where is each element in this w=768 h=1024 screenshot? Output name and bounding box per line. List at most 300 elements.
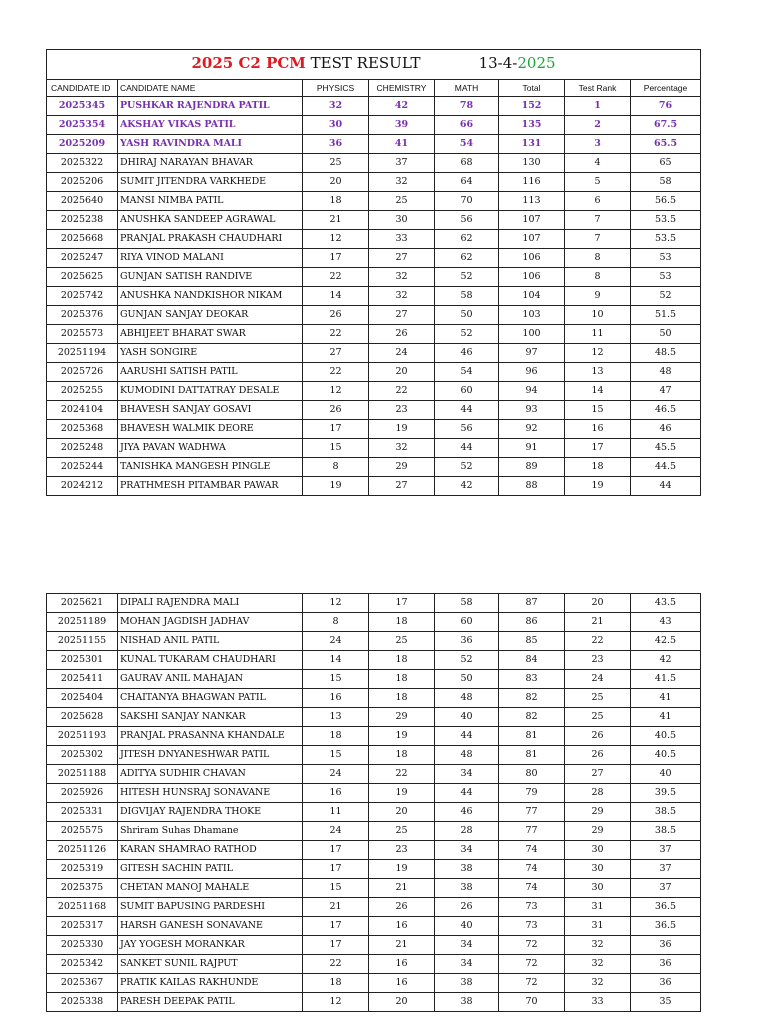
cell-math: 56: [435, 211, 499, 230]
cell-percentage: 51.5: [631, 306, 701, 325]
cell-candidate-name: YASH RAVINDRA MALI: [118, 135, 303, 154]
table-row: [47, 97, 701, 116]
cell-test-rank: 28: [565, 784, 631, 803]
cell-physics: 21: [303, 211, 369, 230]
cell-physics: 17: [303, 936, 369, 955]
table-row: [47, 154, 701, 173]
cell-chemistry: 20: [369, 363, 435, 382]
cell-math: 38: [435, 860, 499, 879]
cell-chemistry: 18: [369, 651, 435, 670]
cell-chemistry: 19: [369, 420, 435, 439]
cell-chemistry: 22: [369, 765, 435, 784]
cell-percentage: 40.5: [631, 727, 701, 746]
cell-candidate-name: AARUSHI SATISH PATIL: [118, 363, 303, 382]
cell-physics: 11: [303, 803, 369, 822]
table-row: [47, 708, 701, 727]
cell-total: 107: [499, 211, 565, 230]
report-title: [47, 50, 701, 80]
table-row: [47, 344, 701, 363]
cell-percentage: 48.5: [631, 344, 701, 363]
cell-candidate-id: 2025640: [47, 192, 118, 211]
cell-math: 38: [435, 879, 499, 898]
cell-candidate-id: 2025404: [47, 689, 118, 708]
cell-math: 52: [435, 651, 499, 670]
cell-chemistry: 22: [369, 382, 435, 401]
cell-test-rank: 31: [565, 898, 631, 917]
cell-test-rank: 7: [565, 230, 631, 249]
cell-chemistry: 32: [369, 287, 435, 306]
cell-percentage: 52: [631, 287, 701, 306]
cell-physics: 24: [303, 822, 369, 841]
cell-percentage: 40: [631, 765, 701, 784]
cell-test-rank: 32: [565, 936, 631, 955]
header-percentage: Percentage: [631, 80, 701, 97]
cell-math: 48: [435, 689, 499, 708]
cell-physics: 24: [303, 632, 369, 651]
header-chemistry: CHEMISTRY: [369, 80, 435, 97]
table-row: [47, 116, 701, 135]
cell-math: 68: [435, 154, 499, 173]
cell-test-rank: 13: [565, 363, 631, 382]
cell-physics: 13: [303, 708, 369, 727]
cell-total: 72: [499, 936, 565, 955]
cell-percentage: 48: [631, 363, 701, 382]
cell-math: 66: [435, 116, 499, 135]
cell-test-rank: 8: [565, 249, 631, 268]
cell-test-rank: 29: [565, 803, 631, 822]
cell-physics: 14: [303, 287, 369, 306]
cell-percentage: 46: [631, 420, 701, 439]
cell-candidate-id: 20251189: [47, 613, 118, 632]
table-row: [47, 192, 701, 211]
cell-candidate-id: 20251194: [47, 344, 118, 363]
cell-physics: 30: [303, 116, 369, 135]
cell-percentage: 47: [631, 382, 701, 401]
table-row: [47, 632, 701, 651]
cell-candidate-name: ABHIJEET BHARAT SWAR: [118, 325, 303, 344]
cell-chemistry: 19: [369, 860, 435, 879]
table-row: [47, 363, 701, 382]
cell-total: 84: [499, 651, 565, 670]
cell-total: 83: [499, 670, 565, 689]
cell-candidate-name: DIGVIJAY RAJENDRA THOKE: [118, 803, 303, 822]
cell-math: 54: [435, 135, 499, 154]
cell-percentage: 53.5: [631, 211, 701, 230]
title-date-year: 2025: [517, 54, 556, 72]
table-row: [47, 325, 701, 344]
cell-chemistry: 27: [369, 477, 435, 496]
cell-percentage: 42.5: [631, 632, 701, 651]
cell-chemistry: 29: [369, 458, 435, 477]
title-row: [47, 50, 701, 80]
cell-total: 104: [499, 287, 565, 306]
cell-test-rank: 18: [565, 458, 631, 477]
table-row: [47, 993, 701, 1012]
cell-test-rank: 10: [565, 306, 631, 325]
cell-math: 34: [435, 955, 499, 974]
cell-percentage: 46.5: [631, 401, 701, 420]
cell-percentage: 53.5: [631, 230, 701, 249]
cell-percentage: 58: [631, 173, 701, 192]
cell-candidate-name: KARAN SHAMRAO RATHOD: [118, 841, 303, 860]
cell-chemistry: 41: [369, 135, 435, 154]
cell-chemistry: 20: [369, 993, 435, 1012]
cell-physics: 12: [303, 594, 369, 613]
cell-math: 54: [435, 363, 499, 382]
cell-candidate-name: JIYA PAVAN WADHWA: [118, 439, 303, 458]
cell-candidate-id: 2025338: [47, 993, 118, 1012]
cell-chemistry: 33: [369, 230, 435, 249]
cell-chemistry: 18: [369, 689, 435, 708]
cell-candidate-name: GAURAV ANIL MAHAJAN: [118, 670, 303, 689]
table-row: [47, 727, 701, 746]
cell-candidate-id: 2025238: [47, 211, 118, 230]
cell-chemistry: 18: [369, 613, 435, 632]
cell-test-rank: 30: [565, 860, 631, 879]
cell-total: 116: [499, 173, 565, 192]
cell-total: 97: [499, 344, 565, 363]
table-row: [47, 613, 701, 632]
cell-percentage: 36.5: [631, 917, 701, 936]
cell-chemistry: 18: [369, 746, 435, 765]
table-row: [47, 211, 701, 230]
table-row: [47, 173, 701, 192]
cell-candidate-name: DIPALI RAJENDRA MALI: [118, 594, 303, 613]
cell-percentage: 37: [631, 879, 701, 898]
cell-candidate-name: HARSH GANESH SONAVANE: [118, 917, 303, 936]
cell-math: 58: [435, 287, 499, 306]
cell-percentage: 36.5: [631, 898, 701, 917]
cell-candidate-id: 2025367: [47, 974, 118, 993]
cell-candidate-name: SUMIT JITENDRA VARKHEDE: [118, 173, 303, 192]
cell-physics: 19: [303, 477, 369, 496]
table-row: [47, 287, 701, 306]
cell-math: 34: [435, 841, 499, 860]
cell-percentage: 40.5: [631, 746, 701, 765]
cell-candidate-name: HITESH HUNSRAJ SONAVANE: [118, 784, 303, 803]
cell-physics: 17: [303, 420, 369, 439]
cell-math: 38: [435, 974, 499, 993]
cell-math: 34: [435, 765, 499, 784]
header-total: Total: [499, 80, 565, 97]
cell-candidate-id: 2025368: [47, 420, 118, 439]
table-row: [47, 841, 701, 860]
header-test-rank: Test Rank: [565, 80, 631, 97]
cell-test-rank: 14: [565, 382, 631, 401]
cell-total: 96: [499, 363, 565, 382]
cell-test-rank: 26: [565, 746, 631, 765]
cell-math: 56: [435, 420, 499, 439]
cell-math: 78: [435, 97, 499, 116]
cell-math: 44: [435, 784, 499, 803]
cell-test-rank: 7: [565, 211, 631, 230]
cell-total: 87: [499, 594, 565, 613]
cell-candidate-name: PRATIK KAILAS RAKHUNDE: [118, 974, 303, 993]
cell-chemistry: 39: [369, 116, 435, 135]
cell-percentage: 44: [631, 477, 701, 496]
table-row: [47, 822, 701, 841]
cell-candidate-id: 2025375: [47, 879, 118, 898]
cell-total: 80: [499, 765, 565, 784]
cell-percentage: 65.5: [631, 135, 701, 154]
cell-candidate-id: 20251193: [47, 727, 118, 746]
cell-test-rank: 4: [565, 154, 631, 173]
header-candidate-id: CANDIDATE ID: [47, 80, 118, 97]
cell-candidate-id: 2024212: [47, 477, 118, 496]
cell-chemistry: 26: [369, 325, 435, 344]
cell-candidate-name: MANSI NIMBA PATIL: [118, 192, 303, 211]
cell-candidate-name: ADITYA SUDHIR CHAVAN: [118, 765, 303, 784]
cell-test-rank: 25: [565, 689, 631, 708]
cell-candidate-id: 2025411: [47, 670, 118, 689]
cell-candidate-name: MOHAN JAGDISH JADHAV: [118, 613, 303, 632]
cell-physics: 15: [303, 746, 369, 765]
cell-percentage: 67.5: [631, 116, 701, 135]
cell-chemistry: 25: [369, 192, 435, 211]
cell-candidate-id: 2025726: [47, 363, 118, 382]
cell-total: 82: [499, 708, 565, 727]
cell-physics: 12: [303, 993, 369, 1012]
cell-physics: 12: [303, 230, 369, 249]
cell-math: 46: [435, 344, 499, 363]
cell-candidate-name: DHIRAJ NARAYAN BHAVAR: [118, 154, 303, 173]
cell-total: 85: [499, 632, 565, 651]
cell-candidate-name: BHAVESH SANJAY GOSAVI: [118, 401, 303, 420]
cell-total: 86: [499, 613, 565, 632]
cell-physics: 17: [303, 249, 369, 268]
cell-candidate-id: 2025376: [47, 306, 118, 325]
cell-physics: 22: [303, 955, 369, 974]
cell-candidate-id: 2025575: [47, 822, 118, 841]
cell-total: 93: [499, 401, 565, 420]
cell-percentage: 36: [631, 955, 701, 974]
cell-test-rank: 11: [565, 325, 631, 344]
cell-percentage: 76: [631, 97, 701, 116]
cell-percentage: 35: [631, 993, 701, 1012]
cell-total: 106: [499, 249, 565, 268]
cell-chemistry: 37: [369, 154, 435, 173]
cell-test-rank: 1: [565, 97, 631, 116]
cell-chemistry: 29: [369, 708, 435, 727]
cell-physics: 32: [303, 97, 369, 116]
cell-percentage: 53: [631, 249, 701, 268]
cell-total: 89: [499, 458, 565, 477]
cell-total: 74: [499, 841, 565, 860]
cell-total: 73: [499, 917, 565, 936]
cell-candidate-name: GUNJAN SATISH RANDIVE: [118, 268, 303, 287]
cell-physics: 17: [303, 860, 369, 879]
cell-physics: 12: [303, 382, 369, 401]
cell-percentage: 56.5: [631, 192, 701, 211]
cell-physics: 8: [303, 613, 369, 632]
table-row: [47, 439, 701, 458]
cell-physics: 16: [303, 784, 369, 803]
cell-percentage: 36: [631, 974, 701, 993]
cell-candidate-id: 2025330: [47, 936, 118, 955]
table-row: [47, 594, 701, 613]
cell-chemistry: 19: [369, 784, 435, 803]
cell-chemistry: 32: [369, 439, 435, 458]
cell-candidate-name: TANISHKA MANGESH PINGLE: [118, 458, 303, 477]
cell-math: 28: [435, 822, 499, 841]
cell-percentage: 44.5: [631, 458, 701, 477]
table-row: [47, 860, 701, 879]
cell-candidate-id: 2025244: [47, 458, 118, 477]
table-row: [47, 458, 701, 477]
cell-total: 74: [499, 860, 565, 879]
cell-test-rank: 22: [565, 632, 631, 651]
cell-math: 64: [435, 173, 499, 192]
cell-percentage: 37: [631, 841, 701, 860]
cell-candidate-id: 20251155: [47, 632, 118, 651]
cell-math: 62: [435, 230, 499, 249]
cell-total: 130: [499, 154, 565, 173]
cell-physics: 22: [303, 325, 369, 344]
cell-math: 60: [435, 613, 499, 632]
cell-candidate-id: 2024104: [47, 401, 118, 420]
cell-total: 91: [499, 439, 565, 458]
cell-candidate-id: 20251168: [47, 898, 118, 917]
cell-candidate-name: SAKSHI SANJAY NANKAR: [118, 708, 303, 727]
cell-test-rank: 30: [565, 841, 631, 860]
cell-test-rank: 16: [565, 420, 631, 439]
cell-math: 52: [435, 458, 499, 477]
cell-total: 77: [499, 803, 565, 822]
cell-candidate-id: 2025573: [47, 325, 118, 344]
cell-percentage: 43.5: [631, 594, 701, 613]
cell-test-rank: 8: [565, 268, 631, 287]
table-row: [47, 230, 701, 249]
cell-math: 46: [435, 803, 499, 822]
cell-candidate-id: 2025322: [47, 154, 118, 173]
cell-candidate-name: CHAITANYA BHAGWAN PATIL: [118, 689, 303, 708]
table-row: [47, 784, 701, 803]
cell-test-rank: 20: [565, 594, 631, 613]
cell-percentage: 38.5: [631, 822, 701, 841]
cell-total: 92: [499, 420, 565, 439]
table-row: [47, 135, 701, 154]
cell-total: 113: [499, 192, 565, 211]
cell-test-rank: 17: [565, 439, 631, 458]
cell-chemistry: 30: [369, 211, 435, 230]
cell-physics: 15: [303, 439, 369, 458]
cell-chemistry: 19: [369, 727, 435, 746]
cell-math: 40: [435, 917, 499, 936]
cell-math: 36: [435, 632, 499, 651]
cell-physics: 20: [303, 173, 369, 192]
cell-physics: 17: [303, 917, 369, 936]
cell-chemistry: 20: [369, 803, 435, 822]
cell-total: 103: [499, 306, 565, 325]
cell-candidate-id: 2025628: [47, 708, 118, 727]
table-row: [47, 898, 701, 917]
table-row: [47, 765, 701, 784]
cell-total: 82: [499, 689, 565, 708]
cell-test-rank: 19: [565, 477, 631, 496]
cell-physics: 22: [303, 268, 369, 287]
table-row: [47, 670, 701, 689]
cell-total: 73: [499, 898, 565, 917]
cell-candidate-id: 2025926: [47, 784, 118, 803]
cell-physics: 14: [303, 651, 369, 670]
table-row: [47, 917, 701, 936]
cell-chemistry: 23: [369, 841, 435, 860]
cell-chemistry: 16: [369, 974, 435, 993]
cell-total: 152: [499, 97, 565, 116]
cell-candidate-id: 2025206: [47, 173, 118, 192]
cell-total: 77: [499, 822, 565, 841]
cell-percentage: 42: [631, 651, 701, 670]
cell-math: 62: [435, 249, 499, 268]
cell-candidate-name: PRANJAL PRAKASH CHAUDHARI: [118, 230, 303, 249]
cell-candidate-id: 2025625: [47, 268, 118, 287]
cell-candidate-name: PARESH DEEPAK PATIL: [118, 993, 303, 1012]
cell-chemistry: 17: [369, 594, 435, 613]
cell-percentage: 41: [631, 689, 701, 708]
cell-physics: 26: [303, 306, 369, 325]
cell-physics: 18: [303, 974, 369, 993]
cell-total: 107: [499, 230, 565, 249]
cell-test-rank: 31: [565, 917, 631, 936]
cell-candidate-id: 2025301: [47, 651, 118, 670]
cell-candidate-name: PRANJAL PRASANNA KHANDALE: [118, 727, 303, 746]
cell-candidate-id: 2025354: [47, 116, 118, 135]
result-table-bottom: [46, 593, 701, 1012]
cell-percentage: 37: [631, 860, 701, 879]
cell-math: 52: [435, 268, 499, 287]
table-row: [47, 420, 701, 439]
cell-math: 58: [435, 594, 499, 613]
cell-candidate-name: KUMODINI DATTATRAY DESALE: [118, 382, 303, 401]
cell-percentage: 38.5: [631, 803, 701, 822]
cell-percentage: 43: [631, 613, 701, 632]
cell-math: 50: [435, 670, 499, 689]
cell-chemistry: 32: [369, 173, 435, 192]
cell-test-rank: 32: [565, 974, 631, 993]
cell-physics: 36: [303, 135, 369, 154]
table-row: [47, 974, 701, 993]
table-row: [47, 382, 701, 401]
cell-physics: 15: [303, 879, 369, 898]
table-row: [47, 803, 701, 822]
cell-test-rank: 27: [565, 765, 631, 784]
header-candidate-name: CANDIDATE NAME: [118, 80, 303, 97]
cell-chemistry: 26: [369, 898, 435, 917]
cell-math: 52: [435, 325, 499, 344]
cell-physics: 22: [303, 363, 369, 382]
cell-test-rank: 24: [565, 670, 631, 689]
title-date: 13-4-: [478, 54, 518, 72]
cell-candidate-name: CHETAN MANOJ MAHALE: [118, 879, 303, 898]
cell-percentage: 45.5: [631, 439, 701, 458]
cell-candidate-id: 2025668: [47, 230, 118, 249]
table-row: [47, 955, 701, 974]
cell-physics: 17: [303, 841, 369, 860]
cell-percentage: 39.5: [631, 784, 701, 803]
cell-physics: 27: [303, 344, 369, 363]
cell-chemistry: 25: [369, 822, 435, 841]
title-test-result: TEST RESULT: [305, 54, 421, 72]
header-math: MATH: [435, 80, 499, 97]
cell-chemistry: 27: [369, 249, 435, 268]
table-row: [47, 879, 701, 898]
cell-math: 34: [435, 936, 499, 955]
table-row: [47, 689, 701, 708]
table-row: [47, 268, 701, 287]
header-row: [47, 80, 701, 97]
cell-math: 48: [435, 746, 499, 765]
cell-candidate-name: ANUSHKA SANDEEP AGRAWAL: [118, 211, 303, 230]
